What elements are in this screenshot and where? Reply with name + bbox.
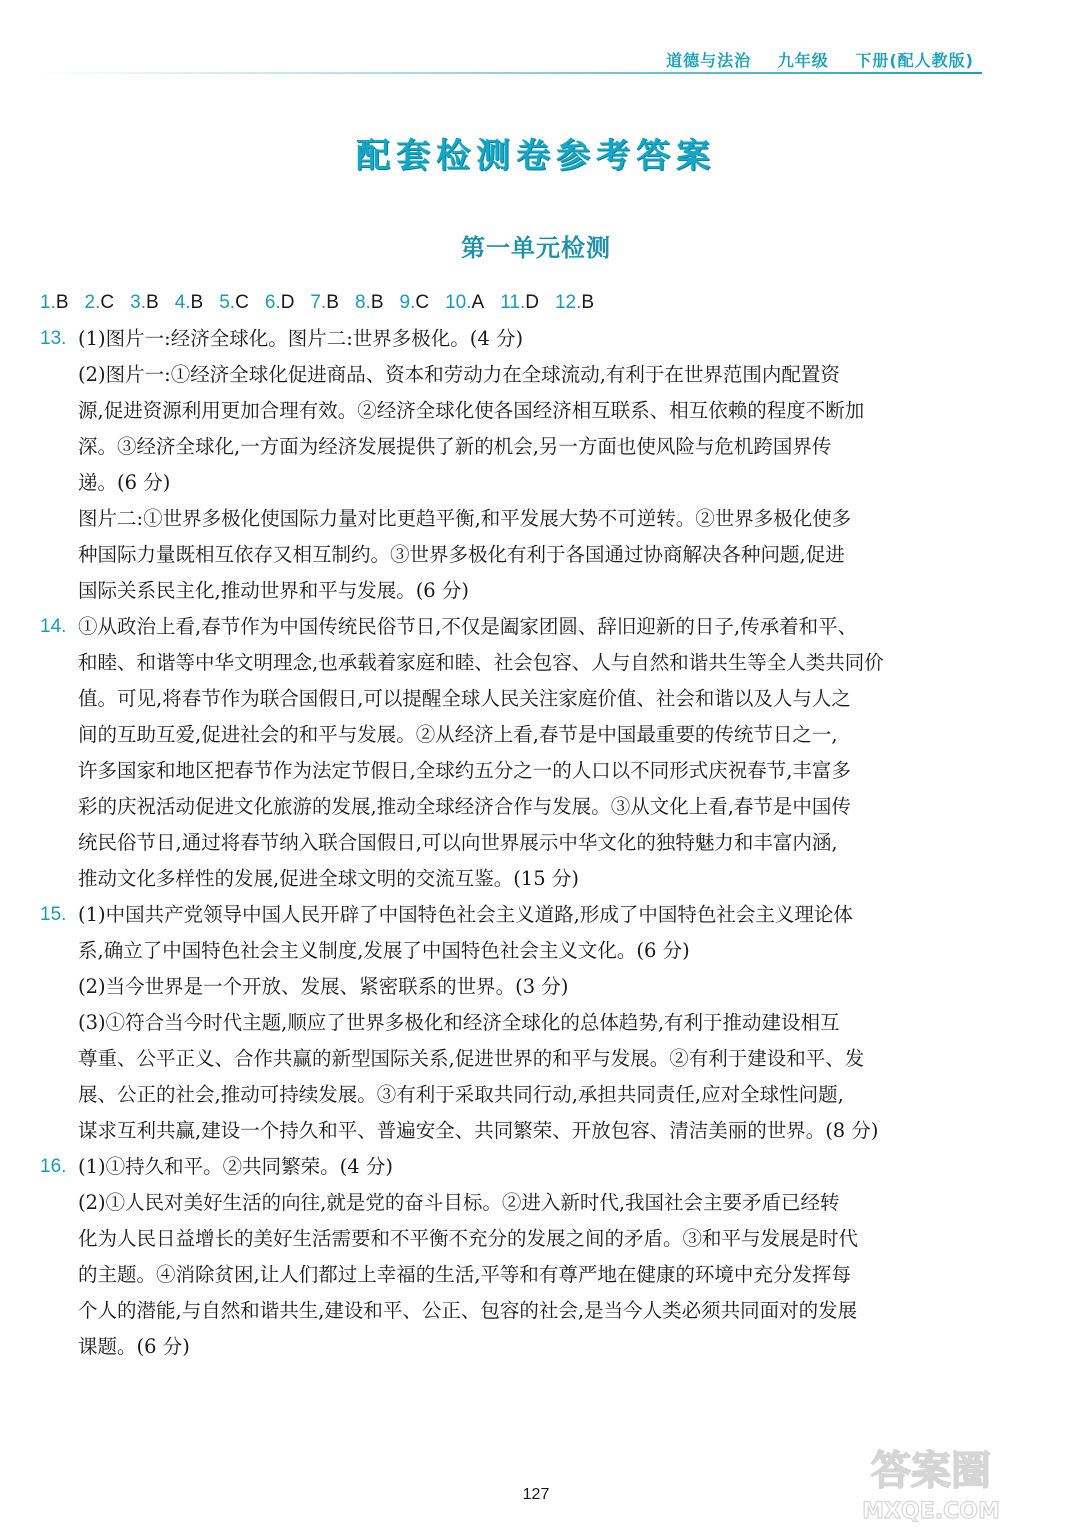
mc-answer-number: 5. <box>219 292 236 313</box>
answer-line: (1)图片一:经济全球化。图片二:世界多极化。(4 分) <box>78 327 524 350</box>
mc-answer-number: 8. <box>354 292 371 313</box>
mc-answer <box>130 292 159 313</box>
mc-answer <box>355 292 384 313</box>
mc-answer <box>400 292 430 313</box>
header-rule <box>30 72 982 74</box>
answer-line: 深。③经济全球化,一方面为经济发展提供了新的机会,另一方面也使风险与危机跨国界传 <box>78 435 832 458</box>
mc-answer-number: 10. <box>445 292 472 313</box>
answer-line: 值。可见,将春节作为联合国假日,可以提醒全球人民关注家庭价值、社会和谐以及人与人之 <box>78 687 851 710</box>
mc-answer-number: 6. <box>264 292 281 313</box>
mc-answer-letter: A <box>471 292 485 313</box>
mc-answer-number: 7. <box>310 292 327 313</box>
mc-answer-letter: C <box>100 292 115 313</box>
mc-answer <box>219 292 249 313</box>
answer-line: (2)图片一:①经济全球化促进商品、资本和劳动力在全球流动,有利于在世界范围内配置资 <box>78 363 840 386</box>
answer-line: 和睦、和谐等中华文明理念,也承载着家庭和睦、社会包容、人与自然和谐共生等全人类共同价 <box>78 651 884 674</box>
header-subject: 道德与法治 <box>666 51 752 70</box>
question-number: 15. <box>40 904 67 925</box>
answer-line: 图片二:①世界多极化使国际力量对比更趋平衡,和平发展大势不可逆转。②世界多极化使多 <box>78 507 852 530</box>
page-number: 127 <box>522 1486 550 1503</box>
answer-line: (1)①持久和平。②共同繁荣。(4 分) <box>78 1155 393 1178</box>
watermark-text: 答案圈 <box>871 1448 991 1494</box>
mc-answer-letter: C <box>415 292 430 313</box>
watermark-logo <box>826 1436 1036 1526</box>
mc-answer-letter: D <box>525 292 539 313</box>
question-number: 16. <box>40 1156 67 1177</box>
mc-answer-letter: B <box>55 292 69 313</box>
mc-answer-number: 3. <box>130 292 146 313</box>
mc-answer-letter: C <box>235 292 249 313</box>
mc-answer <box>555 292 594 313</box>
answer-line: (1)中国共产党领导中国人民开辟了中国特色社会主义道路,形成了中国特色社会主义理论体 <box>78 903 853 926</box>
answer-line: ①从政治上看,春节作为中国传统民俗节日,不仅是阖家团圆、辞旧迎新的日子,传承着和平、 <box>78 615 858 638</box>
running-header <box>646 48 974 71</box>
answer-line: 间的互助互爱,促进社会的和平与发展。②从经济上看,春节是中国最重要的传统节日之一, <box>78 723 838 746</box>
mc-answer <box>85 292 115 313</box>
section-title: 第一单元检测 <box>461 233 611 262</box>
mc-answer <box>310 292 339 313</box>
header-grade: 九年级 <box>777 51 829 70</box>
answer-line: 谋求互利共赢,建设一个持久和平、普遍安全、共同繁荣、开放包容、清洁美丽的世界。(8 分) <box>78 1119 879 1142</box>
question-block <box>40 897 982 1149</box>
header-volume: 下册(配人教版) <box>855 51 974 70</box>
page-title: 配套检测卷参考答案 <box>356 136 716 176</box>
answer-line: (2)①人民对美好生活的向往,就是党的奋斗目标。②进入新时代,我国社会主要矛盾已经转 <box>78 1191 840 1214</box>
mc-answer-letter: B <box>370 292 384 313</box>
mc-answer-number: 1. <box>40 292 56 313</box>
question-block <box>40 609 982 897</box>
answer-line: 源,促进资源利用更加合理有效。②经济全球化使各国经济相互联系、相互依赖的程度不断加 <box>78 399 865 422</box>
mc-answer-letter: B <box>146 292 159 313</box>
answer-line: 彩的庆祝活动促进文化旅游的发展,推动全球经济合作与发展。③从文化上看,春节是中国传 <box>78 795 851 818</box>
answer-line: 课题。(6 分) <box>78 1335 190 1358</box>
mc-answer-letter: D <box>280 292 295 313</box>
mc-answer-letter: B <box>326 292 339 313</box>
answer-line: 的主题。④消除贫困,让人们都过上幸福的生活,平等和有尊严地在健康的环境中充分发挥每 <box>78 1263 851 1286</box>
answer-line: 个人的潜能,与自然和谐共生,建设和平、公正、包容的社会,是当今人类必须共同面对的发展 <box>78 1299 858 1322</box>
answer-line: (3)①符合当今时代主题,顺应了世界多极化和经济全球化的总体趋势,有利于推动建设相互 <box>78 1011 840 1034</box>
answer-line: 尊重、公平正义、合作共赢的新型国际关系,促进世界的和平与发展。②有利于建设和平、发 <box>78 1047 865 1070</box>
answer-line: 展、公正的社会,推动可持续发展。③有利于采取共同行动,承担共同责任,应对全球性问题, <box>78 1083 844 1106</box>
question-list <box>40 321 982 1365</box>
question-block <box>40 1149 982 1365</box>
answer-line: (2)当今世界是一个开放、发展、紧密联系的世界。(3 分) <box>78 975 569 998</box>
mc-answer-number: 11. <box>500 292 526 313</box>
mc-answer <box>175 292 204 313</box>
answer-line: 递。(6 分) <box>78 471 171 494</box>
question-block <box>40 321 982 609</box>
mc-answer <box>265 292 295 313</box>
answer-line: 推动文化多样性的发展,促进全球文明的交流互鉴。(15 分) <box>78 867 579 890</box>
watermark-url: MXQE.COM <box>862 1499 1000 1524</box>
mc-answer-letter: B <box>581 292 595 313</box>
mc-answer-number: 9. <box>399 292 416 313</box>
mc-answer <box>445 292 484 313</box>
answer-line: 国际关系民主化,推动世界和平与发展。(6 分) <box>78 579 470 602</box>
answer-line: 许多国家和地区把春节作为法定节假日,全球约五分之一的人口以不同形式庆祝春节,丰富多 <box>78 759 851 782</box>
multiple-choice-answers <box>40 285 982 321</box>
question-number: 14. <box>40 616 67 637</box>
answer-content <box>40 285 982 1365</box>
answer-line: 系,确立了中国特色社会主义制度,发展了中国特色社会主义文化。(6 分) <box>78 939 690 962</box>
mc-answer-number: 2. <box>84 292 101 313</box>
answer-line: 化为人民日益增长的美好生活需要和不平衡不充分的发展之间的矛盾。③和平与发展是时代 <box>78 1227 859 1250</box>
mc-answer <box>500 292 539 313</box>
mc-answer-number: 4. <box>174 292 191 313</box>
mc-answer-letter: B <box>190 292 204 313</box>
mc-answer <box>40 292 69 313</box>
mc-answer-number: 12. <box>554 292 582 313</box>
answer-line: 统民俗节日,通过将春节纳入联合国假日,可以向世界展示中华文化的独特魅力和丰富内涵, <box>78 831 838 854</box>
question-number: 13. <box>40 328 67 349</box>
answer-line: 种国际力量既相互依存又相互制约。③世界多极化有利于各国通过协商解决各种问题,促进 <box>78 543 845 566</box>
